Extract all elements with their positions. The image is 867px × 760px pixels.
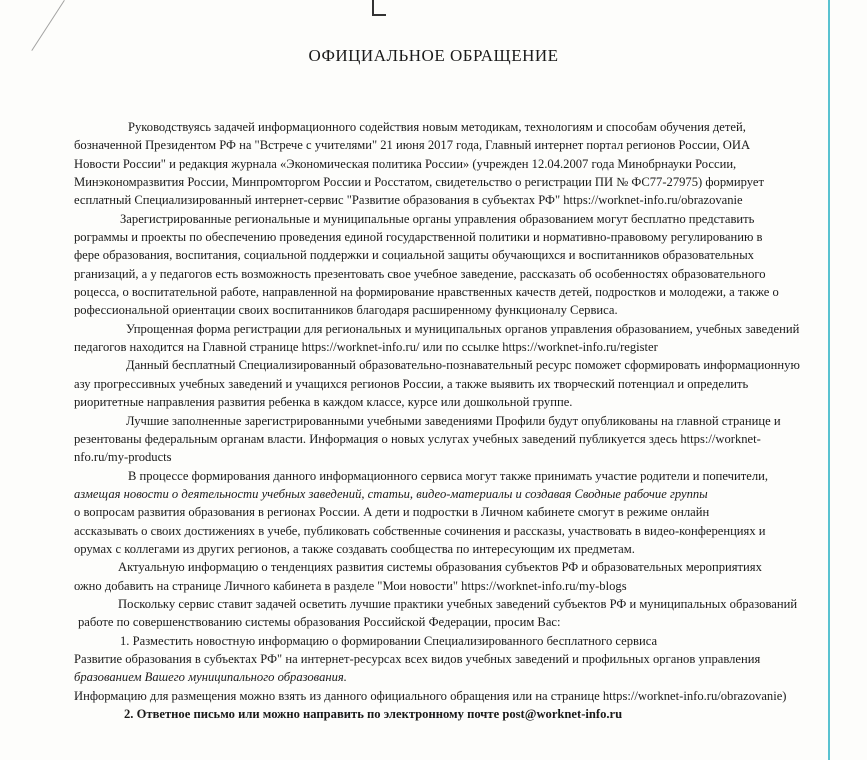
text-line: Актуальную информацию о тенденциях развития системы образования субъектов РФ и образовательных мероприятиях [118,560,762,575]
text-line: ассказывать о своих достижениях в учебе, публиковать собственные сочинения и рассказы, участвовать в видео-конференциях и [74,523,766,538]
text-line: резентованы федеральным органам власти. Информация о новых услугах учебных заведений публикуется здесь https://worknet- [74,431,761,446]
text-line: В процессе формирования данного информационного сервиса могут также принимать участие родители и попечители, [128,468,769,483]
text-line: 2. Ответное письмо или можно направить по электронному почте post@worknet-info.ru [124,707,623,721]
text-line: фере образования, воспитания, социальной поддержки и социальной защиты обучающихся и воспитанников образовательных [74,248,754,263]
text-line: рограммы и проекты по обеспечению проведения единой государственной политики и нормативно-правовому регулированию в [74,230,763,245]
document-title: ОФИЦИАЛЬНОЕ ОБРАЩЕНИЕ [308,46,559,65]
text-line: работе по совершенствованию системы образования Российской Федерации, просим Вас: [78,615,561,630]
text-line: азу прогрессивных учебных заведений и учащихся регионов России, а также выявить их творческий потенциал и определить [74,376,749,391]
text-line: педагогов находится на Главной странице https://worknet-info.ru/ или по ссылке https://worknet-info.ru/register [74,340,658,355]
text-line: орумах с коллегами из других регионов, а также создавать сообщества по интересующим их предметам. [74,541,635,556]
text-line: Развитие образования в субъектах РФ" на интернет-ресурсах всех видов учебных заведений и профильных органов управления [74,651,761,666]
text-line: Руководствуясь задачей информационного содействия новым методикам, технологиям и способам обучения детей, [128,120,746,134]
text-line: Лучшие заполненные зарегистрированными учебными заведениями Профили будут опубликованы на главной странице и [126,413,781,428]
text-line: роцесса, о воспитательной работе, направленной на формирование нравственных качеств детей, подростков и молодежи, а также о [74,285,779,300]
text-line: Поскольку сервис ставит задачей осветить лучшие практики учебных заведений субъектов РФ и муниципальных образований [118,596,798,611]
text-line: nfo.ru/my-products [74,450,172,465]
text-line: рофессиональной ориентации своих воспитанников благодаря расширенному функционалу Сервиса. [74,303,618,318]
text-line: о вопросам развития образования в регионах России. А дети и подростки в Личном кабинете смогут в режиме онлайн [74,505,710,520]
document-body [74,118,840,723]
text-line: Зарегистрированные региональные и муниципальные органы управления образованием могут бесплатно представить [120,211,755,226]
text-line: бразованием Вашего муниципального образования. [74,670,347,685]
text-line: 1. Разместить новостную информацию о формировании Специализированного бесплатного сервиса [120,633,658,648]
text-line: Минэкономразвития России, Минпромторгом России и Росстатом, свидетельство о регистрации ПИ № ФС77-27975) формирует [74,175,764,190]
text-line: Упрощенная форма регистрации для региональных и муниципальных органов управления образованием, учебных заведений [126,321,800,336]
text-line: ожно добавить на странице Личного кабинета в разделе "Мои новости" https://worknet-info.ru/my-blogs [74,578,627,593]
text-line: азмещая новости о деятельности учебных заведений, статьи, видео-материалы и создавая Сводные рабочие группы [74,486,708,501]
text-line: бозначенной Президентом РФ на "Встрече с учителями" 21 июня 2017 года, Главный интернет портал регионов России, ОИА [74,138,751,153]
text-line: Данный бесплатный Специализированный образовательно-познавательный ресурс поможет сформировать информационную [126,358,800,373]
text-line: риоритетные направления развития ребенка в каждом классе, курсе или дошкольной группе. [74,395,573,410]
text-line: рганизаций, а у педагогов есть возможность презентовать свое учебное заведение, рассказать об особенностях образовательного [74,266,766,281]
text-line: Информацию для размещения можно взять из данного официального обращения или на странице https://worknet-info.ru/obrazovanie) [74,688,787,703]
text-line: есплатный Специализированный интернет-сервис "Развитие образования в субъектах РФ" https://worknet-info.ru/obrazovanie [74,193,743,208]
text-line: Новости России" и редакция журнала «Экономическая политика России» (учрежден 12.04.2007 года Минобрнауки России, [74,156,737,171]
